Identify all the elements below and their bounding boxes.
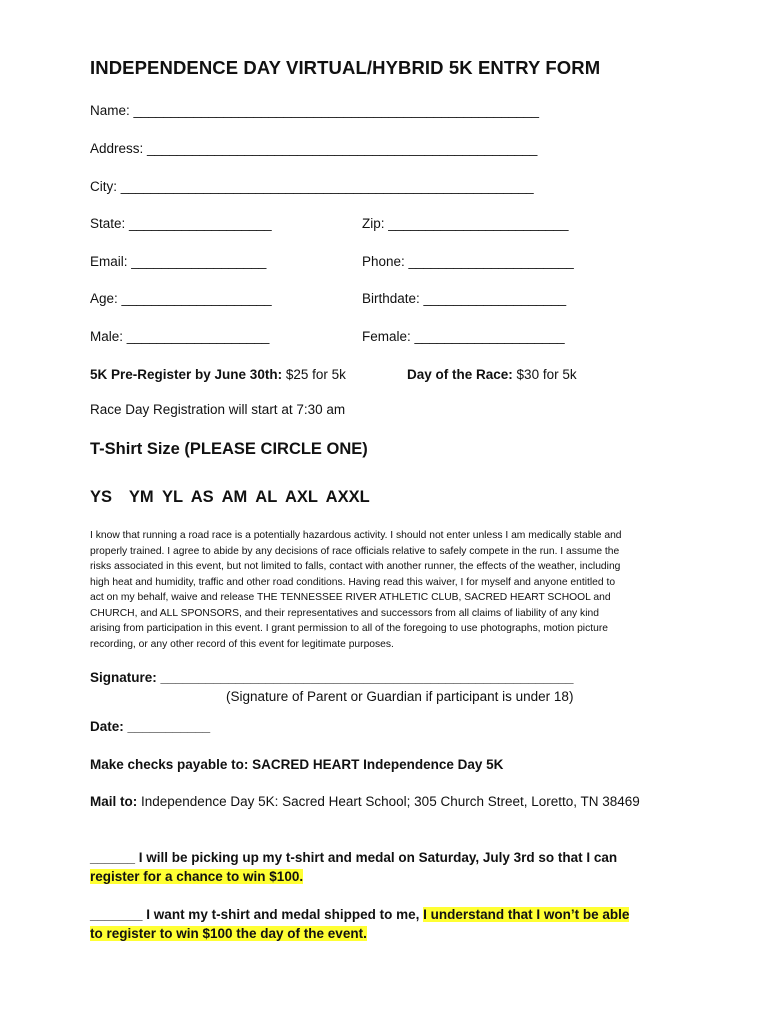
mail-to-label: Mail to: bbox=[90, 794, 138, 809]
tshirt-heading: T-Shirt Size (PLEASE CIRCLE ONE) bbox=[90, 440, 368, 458]
checks-payable: Make checks payable to: SACRED HEART Independence Day 5K bbox=[90, 757, 504, 772]
signature-note: (Signature of Parent or Guardian if participant is under 18) bbox=[226, 689, 574, 704]
waiver-line: arising from participation in this event. I grant permission to all of the foregoing to use photographs, motion picture bbox=[90, 623, 608, 634]
pre-register-label: 5K Pre-Register by June 30th: bbox=[90, 367, 283, 382]
day-of-race-label: Day of the Race: bbox=[407, 367, 513, 382]
waiver-line: act on my behalf, waive and release THE TENNESSEE RIVER ATHLETIC CLUB, SACRED HEART SCHOOL and bbox=[90, 592, 611, 603]
mail-to bbox=[90, 794, 640, 809]
waiver-paragraph bbox=[90, 528, 690, 652]
race-day-note: Race Day Registration will start at 7:30 am bbox=[90, 402, 346, 417]
size-option[interactable]: YM bbox=[128, 488, 154, 506]
zip-field[interactable]: Zip: ________________________ bbox=[362, 216, 569, 231]
date-field[interactable] bbox=[90, 719, 210, 734]
pre-register-value: $25 for 5k bbox=[285, 367, 346, 382]
date-line[interactable]: ___________ bbox=[127, 719, 211, 734]
day-of-race-price bbox=[407, 367, 577, 382]
phone-field[interactable]: Phone: ______________________ bbox=[362, 254, 574, 269]
waiver-line: high heat and humidity, traffic and other road conditions. Having read this waiver, I for myself and anyone entitled to bbox=[90, 576, 616, 588]
city-field[interactable]: City: _______________________________________________________ bbox=[90, 179, 534, 194]
name-field[interactable]: Name: ______________________________________________________ bbox=[90, 103, 539, 118]
pickup-option-line2 bbox=[90, 869, 303, 884]
signature-label: Signature: bbox=[90, 670, 157, 685]
shipped-plain[interactable]: _______ I want my t-shirt and medal shipped to me, bbox=[90, 907, 424, 922]
email-field[interactable]: Email: __________________ bbox=[90, 254, 267, 269]
signature-field[interactable] bbox=[90, 670, 573, 685]
shipped-highlight-line2: to register to win $100 the day of the event. bbox=[90, 926, 367, 941]
waiver-line: I know that running a road race is a potentially hazardous activity. I should not enter unless I am medically stable and bbox=[90, 530, 622, 541]
size-option[interactable]: AXXL bbox=[325, 488, 370, 506]
waiver-line: properly trained. I agree to abide by any decisions of race officials relative to safely compete in the run. I assume the bbox=[90, 545, 620, 557]
state-field[interactable]: State: ___________________ bbox=[90, 216, 272, 231]
form-title: INDEPENDENCE DAY VIRTUAL/HYBRID 5K ENTRY FORM bbox=[90, 57, 601, 78]
shipped-highlight: I understand that I won’t be able bbox=[423, 907, 630, 922]
signature-line[interactable]: _______________________________________________________ bbox=[160, 670, 574, 685]
size-option[interactable]: YL bbox=[161, 488, 183, 506]
tshirt-size-options bbox=[90, 488, 370, 507]
birthdate-field[interactable]: Birthdate: ___________________ bbox=[362, 291, 567, 306]
age-field[interactable]: Age: ____________________ bbox=[90, 291, 272, 306]
size-option[interactable]: YS bbox=[90, 488, 113, 506]
pickup-option-line1[interactable]: ______ I will be picking up my t-shirt and medal on Saturday, July 3rd so that I can bbox=[90, 850, 618, 865]
date-label: Date: bbox=[90, 719, 124, 734]
shipped-option-line2 bbox=[90, 926, 367, 941]
day-of-race-value: $30 for 5k bbox=[516, 367, 577, 382]
pre-register-price bbox=[90, 367, 346, 382]
size-option[interactable]: AXL bbox=[284, 488, 318, 506]
waiver-line: CHURCH, and ALL SPONSORS, and their representatives and successors from all claims of liability of any kind bbox=[90, 607, 599, 619]
waiver-line: risks associated in this event, but not limited to falls, contact with another runner, the effects of the weather, including bbox=[90, 561, 621, 572]
pickup-highlight: register for a chance to win $100. bbox=[90, 869, 304, 884]
size-option[interactable]: AM bbox=[221, 488, 248, 506]
size-option[interactable]: AS bbox=[190, 488, 214, 506]
male-field[interactable]: Male: ___________________ bbox=[90, 329, 270, 344]
address-field[interactable]: Address: ____________________________________________________ bbox=[90, 141, 538, 156]
shipped-option-line1[interactable] bbox=[90, 907, 629, 922]
female-field[interactable]: Female: ____________________ bbox=[362, 329, 565, 344]
mail-to-address: Independence Day 5K: Sacred Heart School; 305 Church Street, Loretto, TN 38469 bbox=[137, 794, 640, 809]
waiver-line: recording, or any other record of this event for legitimate purposes. bbox=[90, 638, 394, 650]
size-option[interactable]: AL bbox=[255, 488, 277, 506]
